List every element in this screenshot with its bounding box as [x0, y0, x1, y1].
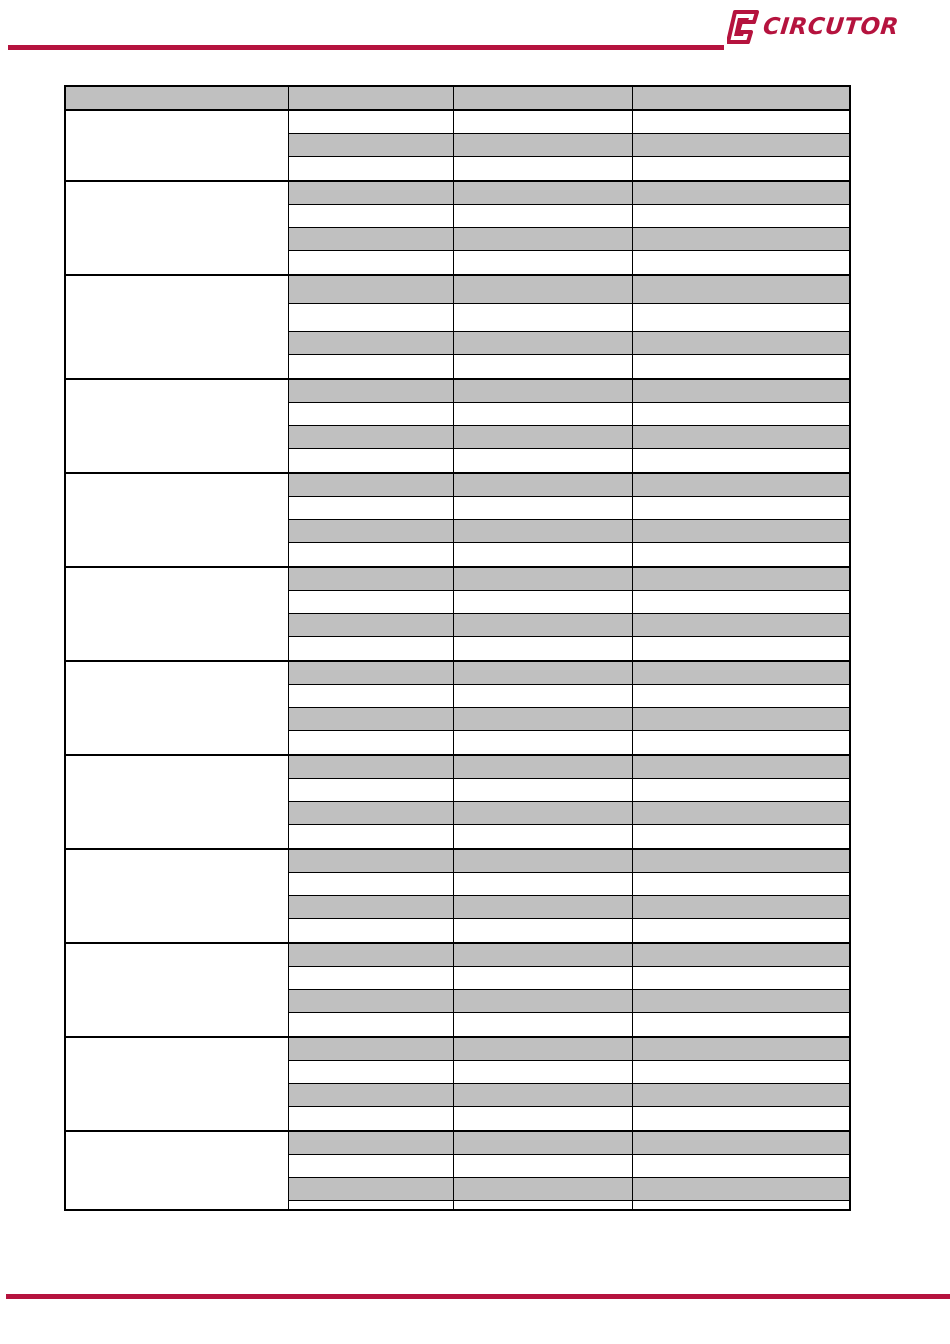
table-cell — [288, 919, 453, 942]
table-cell — [453, 637, 632, 660]
table-cell — [453, 873, 632, 895]
table-cell — [288, 614, 453, 636]
table-row — [288, 825, 849, 848]
table-cell — [288, 380, 453, 402]
table-cell — [288, 990, 453, 1012]
table-cell — [632, 685, 851, 707]
table-row — [288, 543, 849, 566]
table-cell — [632, 1107, 851, 1130]
table-cell — [632, 1013, 851, 1036]
table-row — [288, 944, 849, 967]
table-cell — [288, 1107, 453, 1130]
group-label — [66, 182, 288, 274]
table-group — [66, 274, 849, 378]
group-label — [66, 662, 288, 754]
table-cell — [288, 134, 453, 156]
table-cell — [632, 1201, 851, 1224]
table-cell — [453, 896, 632, 918]
table-cell — [288, 1201, 453, 1224]
table-group — [66, 566, 849, 660]
table-cell — [453, 779, 632, 801]
table-cell — [632, 662, 851, 684]
table-cell — [288, 228, 453, 250]
table-cell — [632, 1061, 851, 1083]
group-label — [66, 850, 288, 942]
group-label — [66, 568, 288, 660]
table-row — [288, 873, 849, 896]
table-cell — [632, 426, 851, 448]
column-header — [66, 87, 288, 109]
table-row — [288, 520, 849, 543]
table-cell — [288, 779, 453, 801]
table-cell — [288, 1061, 453, 1083]
column-divider — [632, 87, 633, 1209]
table-cell — [288, 1038, 453, 1060]
table-cell — [632, 520, 851, 542]
table-cell — [453, 591, 632, 613]
table-cell — [453, 662, 632, 684]
table-cell — [453, 426, 632, 448]
table-row — [288, 1201, 849, 1224]
table-row — [288, 568, 849, 591]
table-row — [288, 591, 849, 614]
table-cell — [453, 1013, 632, 1036]
table-cell — [632, 1178, 851, 1200]
table-cell — [632, 157, 851, 180]
table-cell — [288, 543, 453, 566]
table-cell — [453, 1038, 632, 1060]
table-cell — [288, 873, 453, 895]
table-cell — [632, 111, 851, 133]
table-cell — [632, 896, 851, 918]
table-row — [288, 474, 849, 497]
table-cell — [453, 332, 632, 354]
column-header — [632, 87, 851, 109]
table-cell — [288, 276, 453, 303]
table-cell — [453, 304, 632, 331]
table-group — [66, 109, 849, 180]
table-cell — [453, 182, 632, 204]
table-cell — [288, 896, 453, 918]
table-cell — [288, 1084, 453, 1106]
table-row — [288, 276, 849, 304]
footer-rule — [6, 1294, 950, 1299]
table-group — [66, 660, 849, 754]
brand-logo — [727, 10, 899, 44]
group-label — [66, 276, 288, 378]
group-label — [66, 944, 288, 1036]
table-cell — [632, 568, 851, 590]
table-row — [288, 756, 849, 779]
table-cell — [288, 449, 453, 472]
table-row — [288, 614, 849, 637]
table-cell — [453, 708, 632, 730]
group-label — [66, 380, 288, 472]
table-cell — [288, 944, 453, 966]
table-cell — [288, 731, 453, 754]
table-row — [288, 1107, 849, 1130]
table-cell — [288, 1178, 453, 1200]
table-cell — [453, 802, 632, 824]
table-cell — [632, 802, 851, 824]
table-row — [288, 685, 849, 708]
column-divider — [288, 87, 289, 1209]
table-cell — [453, 1132, 632, 1154]
table-cell — [632, 182, 851, 204]
table-cell — [288, 850, 453, 872]
table-cell — [632, 355, 851, 378]
table-cell — [288, 568, 453, 590]
table-row — [288, 919, 849, 942]
table-cell — [632, 304, 851, 331]
column-header — [288, 87, 453, 109]
table-cell — [453, 990, 632, 1012]
table-group — [66, 378, 849, 472]
table-cell — [632, 543, 851, 566]
table-cell — [288, 157, 453, 180]
table-row — [288, 1061, 849, 1084]
table-row — [288, 449, 849, 472]
table-cell — [453, 614, 632, 636]
table-cell — [453, 1084, 632, 1106]
table-row — [288, 111, 849, 134]
table-row — [288, 403, 849, 426]
table-cell — [288, 355, 453, 378]
table-row — [288, 990, 849, 1013]
table-row — [288, 228, 849, 251]
table-cell — [632, 944, 851, 966]
table-cell — [288, 662, 453, 684]
table-row — [288, 967, 849, 990]
table-group — [66, 180, 849, 274]
table-cell — [453, 474, 632, 496]
table-cell — [288, 205, 453, 227]
table-cell — [632, 731, 851, 754]
table-cell — [288, 332, 453, 354]
table-cell — [453, 449, 632, 472]
table-cell — [288, 304, 453, 331]
circutor-logo-icon — [727, 10, 759, 44]
table-header-row — [66, 87, 849, 110]
table-row — [288, 304, 849, 332]
table-row — [288, 1155, 849, 1178]
table-cell — [632, 708, 851, 730]
table-group — [66, 1036, 849, 1130]
table-cell — [632, 919, 851, 942]
table-cell — [632, 614, 851, 636]
table-cell — [288, 182, 453, 204]
group-label — [66, 474, 288, 566]
table-cell — [632, 1155, 851, 1177]
table-row — [288, 157, 849, 180]
table-cell — [632, 967, 851, 989]
table-cell — [453, 919, 632, 942]
table-row — [288, 802, 849, 825]
table-row — [288, 332, 849, 355]
table-cell — [453, 1061, 632, 1083]
table-cell — [288, 474, 453, 496]
table-row — [288, 1038, 849, 1061]
table-cell — [632, 474, 851, 496]
table-cell — [288, 756, 453, 778]
column-header — [453, 87, 632, 109]
table-cell — [453, 276, 632, 303]
table-group — [66, 942, 849, 1036]
table-cell — [632, 591, 851, 613]
group-label — [66, 1132, 288, 1224]
table-cell — [453, 568, 632, 590]
table-cell — [453, 825, 632, 848]
table-cell — [453, 111, 632, 133]
table-row — [288, 355, 849, 378]
table-row — [288, 380, 849, 403]
table-cell — [453, 731, 632, 754]
table-cell — [288, 426, 453, 448]
table-row — [288, 708, 849, 731]
table-cell — [453, 1178, 632, 1200]
table-row — [288, 637, 849, 660]
table-cell — [453, 756, 632, 778]
table-cell — [288, 802, 453, 824]
table-cell — [632, 276, 851, 303]
table-cell — [453, 520, 632, 542]
table-cell — [453, 228, 632, 250]
table-cell — [632, 205, 851, 227]
table-cell — [632, 873, 851, 895]
table-row — [288, 1084, 849, 1107]
table-cell — [453, 1155, 632, 1177]
table-cell — [632, 251, 851, 274]
table-cell — [288, 520, 453, 542]
table-cell — [453, 1107, 632, 1130]
table-cell — [632, 779, 851, 801]
table-cell — [453, 251, 632, 274]
column-divider — [453, 87, 454, 1209]
table-cell — [288, 111, 453, 133]
group-label — [66, 111, 288, 180]
table-cell — [632, 228, 851, 250]
table-cell — [632, 380, 851, 402]
brand-name: CIRCUTOR — [761, 13, 901, 40]
table-cell — [288, 708, 453, 730]
group-label — [66, 1038, 288, 1130]
table-group — [66, 472, 849, 566]
table-row — [288, 426, 849, 449]
table-cell — [632, 403, 851, 425]
table-row — [288, 779, 849, 802]
table-cell — [453, 157, 632, 180]
table-cell — [632, 850, 851, 872]
table-cell — [632, 332, 851, 354]
table-group — [66, 848, 849, 942]
table-cell — [288, 1132, 453, 1154]
table-cell — [632, 1084, 851, 1106]
table-cell — [632, 134, 851, 156]
table-cell — [453, 967, 632, 989]
table-cell — [453, 205, 632, 227]
table-cell — [632, 449, 851, 472]
table-cell — [453, 380, 632, 402]
table-cell — [453, 543, 632, 566]
table-row — [288, 497, 849, 520]
table-row — [288, 134, 849, 157]
table-group — [66, 754, 849, 848]
table-cell — [288, 1013, 453, 1036]
table-cell — [453, 1201, 632, 1224]
table-cell — [288, 967, 453, 989]
table-cell — [453, 403, 632, 425]
table-row — [288, 182, 849, 205]
table-group — [66, 1130, 849, 1224]
table-row — [288, 205, 849, 228]
table-cell — [632, 990, 851, 1012]
table-cell — [632, 1038, 851, 1060]
table-row — [288, 1013, 849, 1036]
table-cell — [288, 403, 453, 425]
table-row — [288, 1178, 849, 1201]
table-cell — [288, 637, 453, 660]
table-cell — [288, 825, 453, 848]
table-cell — [453, 944, 632, 966]
table-cell — [632, 756, 851, 778]
table-row — [288, 731, 849, 754]
table-cell — [632, 497, 851, 519]
table-cell — [288, 497, 453, 519]
table-cell — [632, 825, 851, 848]
table-cell — [632, 1132, 851, 1154]
table-cell — [453, 355, 632, 378]
table-row — [288, 896, 849, 919]
table-row — [288, 1132, 849, 1155]
table-cell — [453, 134, 632, 156]
table-cell — [288, 251, 453, 274]
table-row — [288, 662, 849, 685]
table-cell — [288, 1155, 453, 1177]
header-rule — [8, 45, 724, 50]
table-cell — [453, 685, 632, 707]
data-table — [64, 85, 851, 1211]
table-cell — [632, 637, 851, 660]
group-label — [66, 756, 288, 848]
table-cell — [453, 850, 632, 872]
table-cell — [288, 685, 453, 707]
table-cell — [453, 497, 632, 519]
table-row — [288, 251, 849, 274]
table-row — [288, 850, 849, 873]
table-cell — [288, 591, 453, 613]
